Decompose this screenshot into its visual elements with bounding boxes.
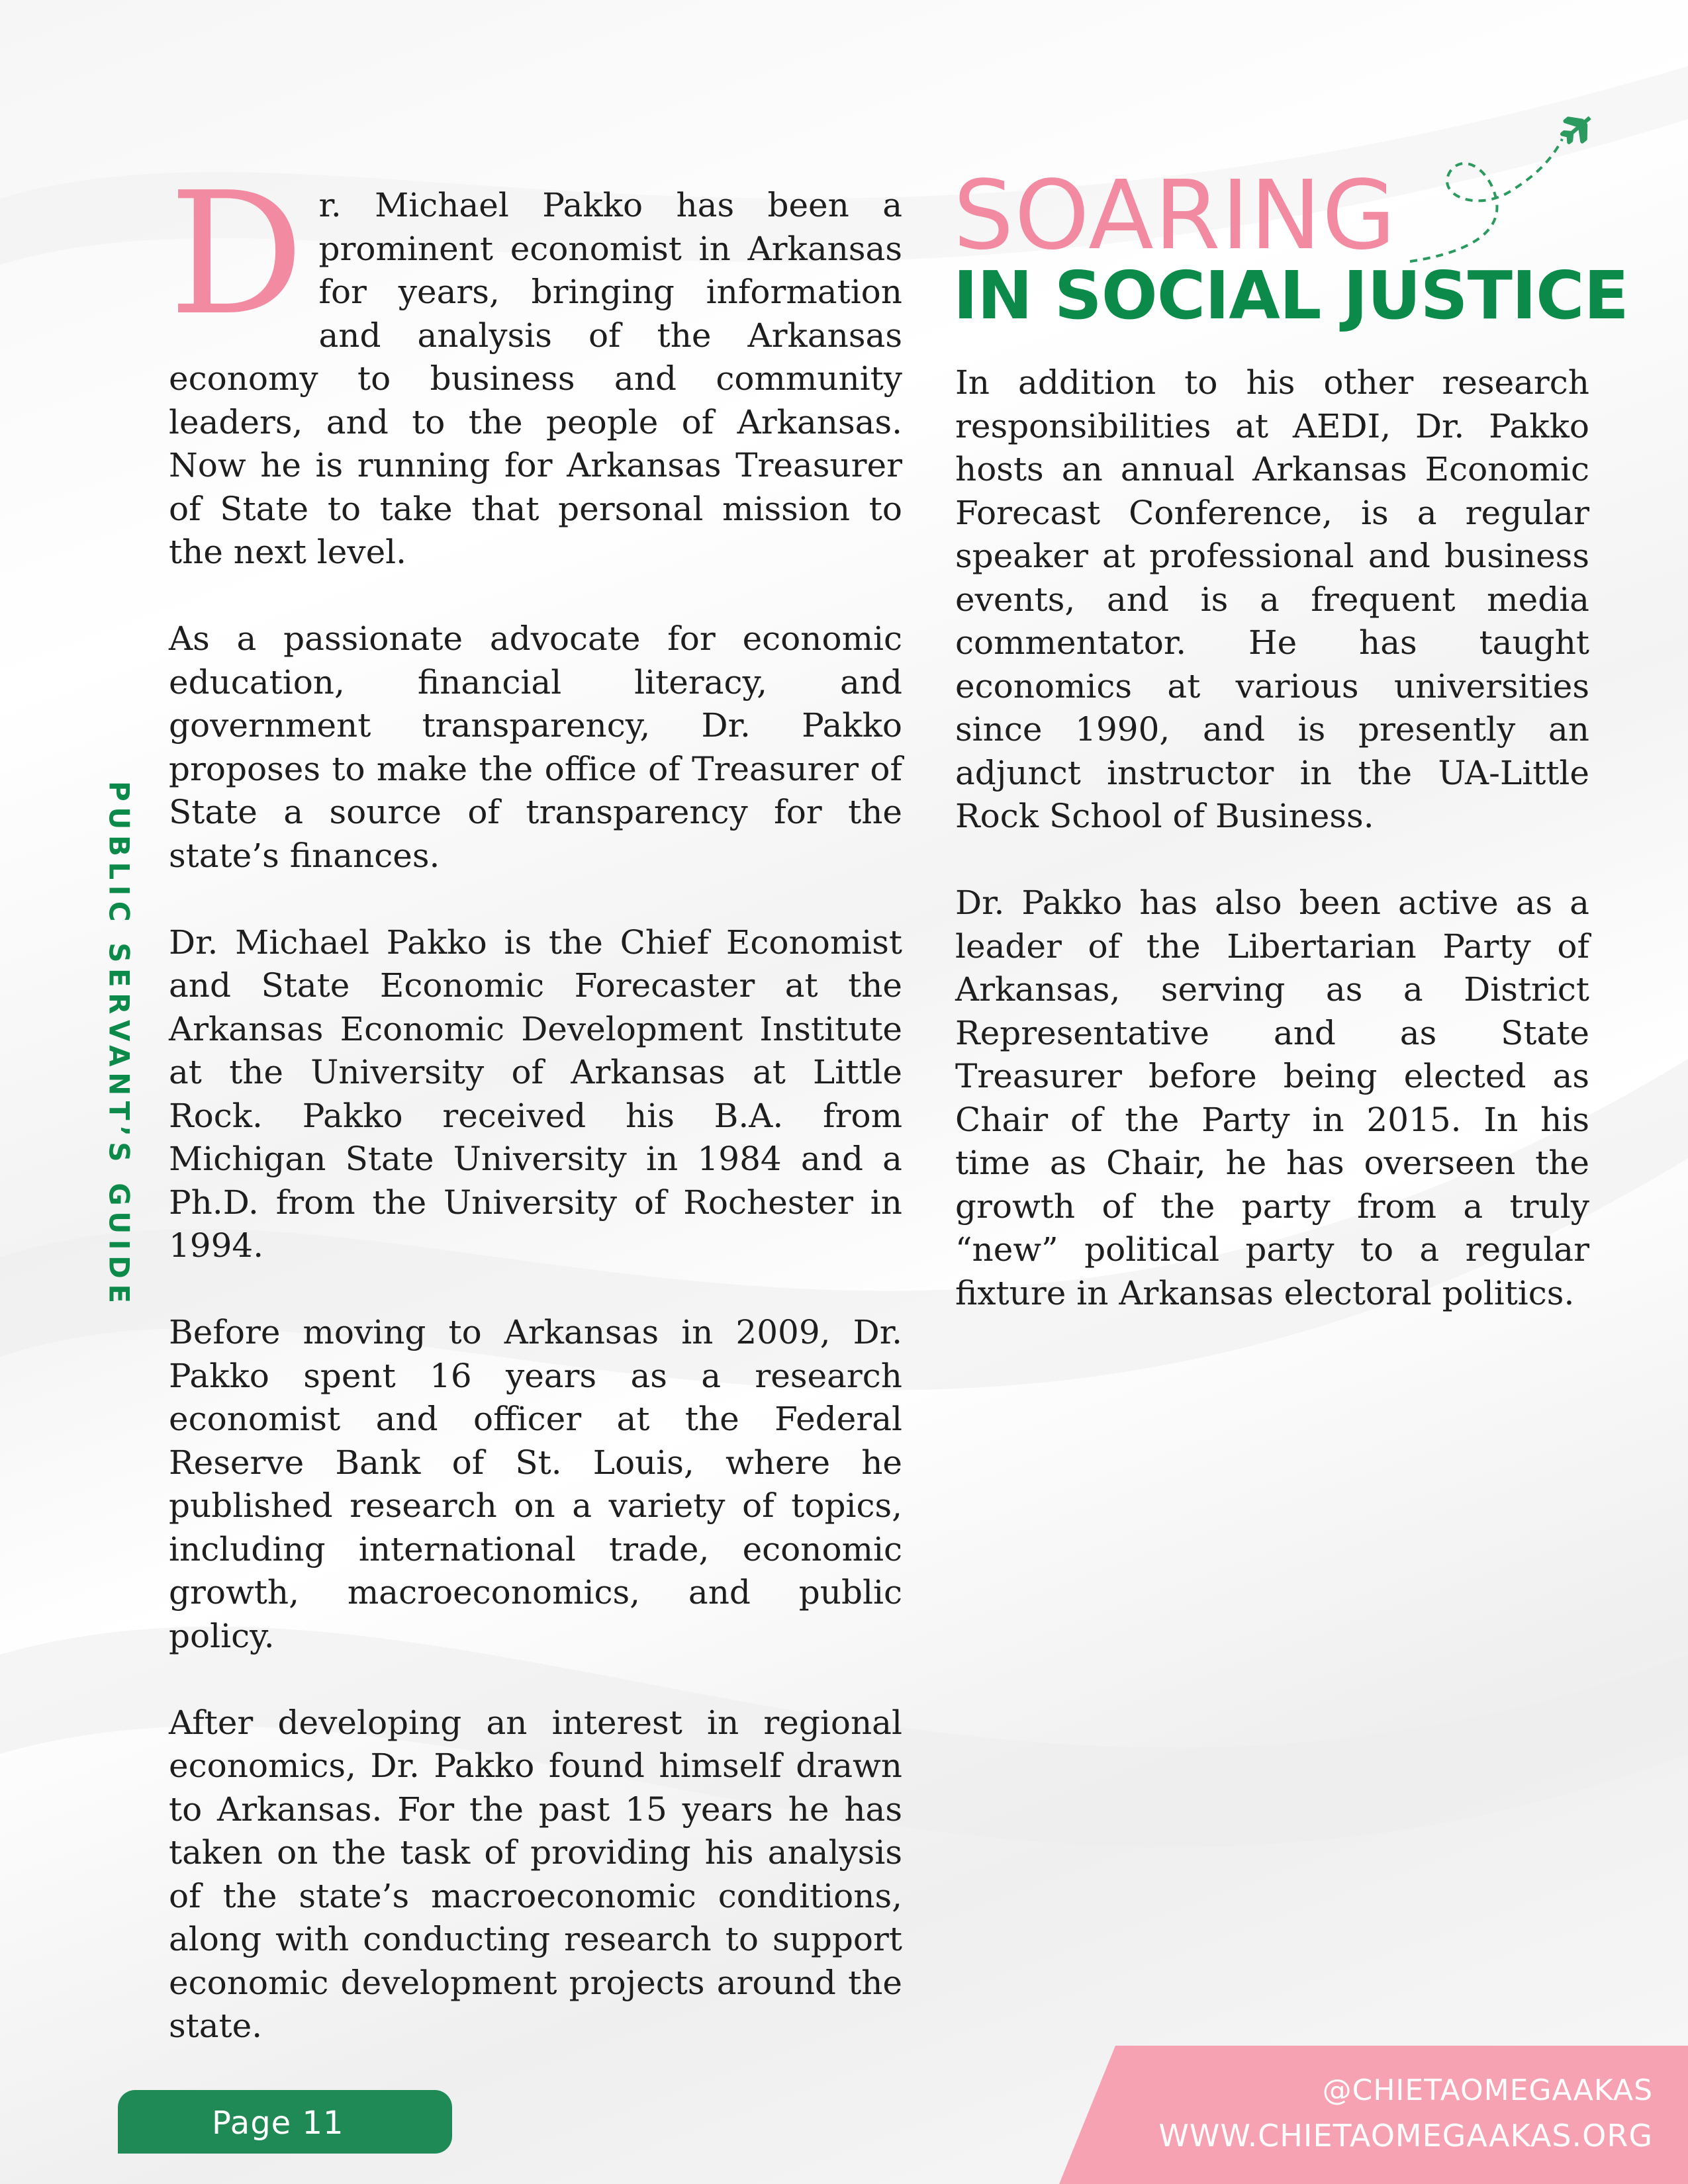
dropcap-letter: D	[169, 156, 305, 353]
body-paragraph: After developing an interest in regional economics, Dr. Pakko found himself drawn to Arkansas. For the past 15 years he has taken on the task of providing his analysis of the state’s macroeconomic conditions, along with conducting research to support economic development projects around the state.	[169, 1703, 902, 2045]
social-handle[interactable]: @CHIETAOMEGAAKAS	[1322, 2073, 1653, 2107]
intro-paragraph: Dr. Michael Pakko has been a prominent economist in Arkansas for years, bringing information and analysis of the Arkansas economy to business and community leaders, and to the people of Arkansas. Now he is running for Arkansas Treasurer of State to take that personal mission to the next level.	[169, 156, 902, 571]
page-number-label: Page 11	[212, 2105, 344, 2142]
body-paragraph: In addition to his other research responsibilities at AEDI, Dr. Pakko hosts an annual Arkansas Economic Forecast Conference, is a regular speaker at professional and business events, and is a frequent media commentator. He has taught economics at various universities since 1990, and is presently an adjunct instructor in the UA-Little Rock School of Business.	[955, 363, 1589, 835]
website-link[interactable]: WWW.CHIETAOMEGAAKAS.ORG	[1158, 2118, 1653, 2154]
body-paragraph: Dr. Michael Pakko is the Chief Economist and State Economic Forecaster at the Arkansas Economic Development Institute at the University of Arkansas at Little Rock. Pakko received his B.A. from Michigan State University in 1984 and a Ph.D. from the University of Rochester in 1994.	[169, 923, 902, 1265]
body-paragraph: As a passionate advocate for economic education, financial literacy, and government transparency, Dr. Pakko proposes to make the office of Treasurer of State a source of transparency for the state’s finances.	[169, 619, 902, 875]
left-text-column	[169, 156, 902, 2048]
sidebar-label-text: PUBLIC SERVANT’S GUIDE	[103, 781, 136, 1309]
headline-soaring: SOARING	[953, 159, 1397, 271]
right-text-column	[955, 361, 1589, 1315]
airplane-flight-path-icon	[1397, 113, 1615, 271]
footer-pink-band	[1059, 2046, 1688, 2184]
body-paragraph: Dr. Pakko has also been active as a leader of the Libertarian Party of Arkansas, serving as a District Representative and as State Treasurer before being elected as Chair of the Party in 2015. In his time as Chair, he has overseen the growth of the party from a truly “new” political party to a regular fixture in Arkansas electoral politics.	[955, 884, 1589, 1312]
sidebar-vertical-label	[86, 781, 152, 1363]
body-paragraph: Before moving to Arkansas in 2009, Dr. Pakko spent 16 years as a research economist and officer at the Federal Reserve Bank of St. Louis, where he published research on a variety of topics, including international trade, economic growth, macroeconomics, and public policy.	[169, 1313, 902, 1655]
page-number-tab	[118, 2090, 452, 2154]
headline-social-justice: IN SOCIAL JUSTICE	[953, 257, 1628, 334]
